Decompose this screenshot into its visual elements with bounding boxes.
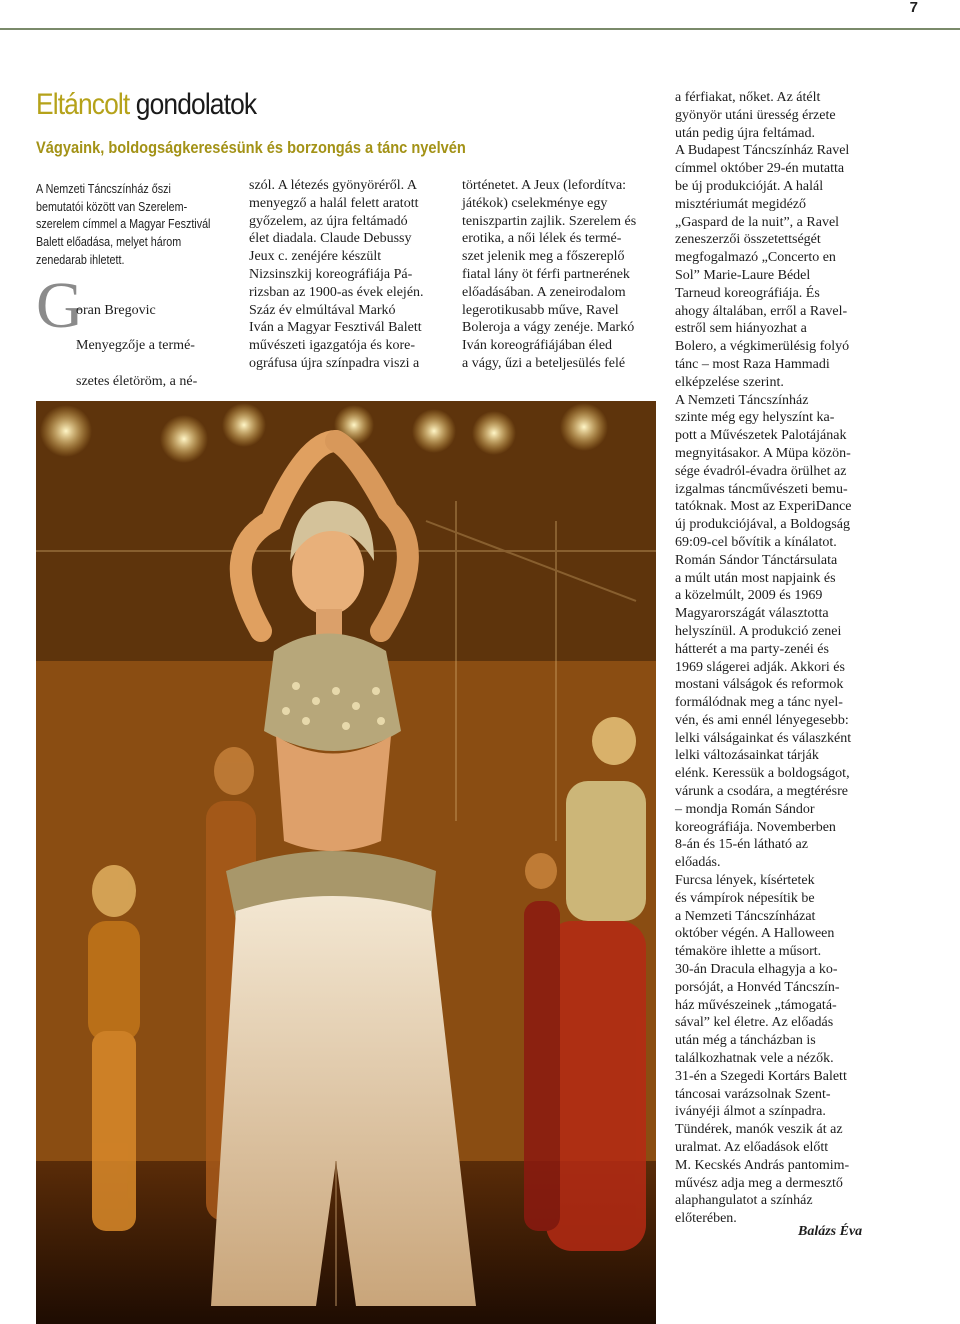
drop-cap: G [36, 269, 84, 342]
header-rule [0, 28, 960, 30]
body-line: szetes életöröm, a né- [76, 373, 198, 389]
body-column-4: a férfiakat, nőket. Az átélt gyönyör utáni üresség érzete után pedig újra feltámad. A Budapest Táncszínház Ravel címmel október 29-én mutatta be új produkcióját. A halál misztériumát megidéző „Gaspard de la nuit”, a Ravel zeneszerzői összetettségét megfogalmazó „Concerto en Sol” Marie-Laure Bédel Tarneud koreográfiája. És ahogy általában, erről a Ravel- estről sem hiányozhat a Bolero, a végkimerülésig folyó tánc – most Raza Hammadi elképzelése szerint. A Nemzeti Táncszínház szinte még egy helyszínt ka- pott a Művészetek Palotájának megnyitásakor. A Müpa közön- sége évadról-évadra örülhet az izgalmas táncművészeti bemu- tatóknak. Most az ExperiDance új produkciójával, a Boldogság 69:09-cel bővítik a kínálatot. Román Sándor Tánctársulata a múlt után most napjaink és a közelmúlt, 2009 és 1969 Magyarországát választotta helyszínül. A produkció zenei hátterét a ma party-zenéi és 1969 slágerei adják. Akkori és mostani válságok és reformok formálódnak meg a tánc nyel- vén, és ami ennél lényegesebb: lelki válságainkat és válaszként lelki változásainkat tárják elénk. Keressük a boldogságot, várunk a csodára, a megtérésre – mondja Román Sándor koreográfiája. Novemberben 8-án és 15-én látható az előadás. Furcsa lények, kísértetek és vámpírok népesítik be a Nemzeti Táncszínházat október végén. A Halloween témaköre ihlette a műsort. 30-án Dracula elhagyja a ko- porsóját, a Honvéd Táncszín- ház művészeinek „támogatá- sával” kel életre. Az előadás után még a táncházban is találkozhatnak vele a nézők. 31-én a Szegedi Kortárs Balett táncosai varázsolnak Szent- iványéji álmot a színpadra. Tündérek, manók veszik át az uralmat. Az előadások előtt M. Kecskés András pantomim- művész adja meg a dermesztő alaphangulatot a színház előterében. [675, 90, 852, 1227]
article-title [36, 88, 256, 122]
body-column-2: szól. A létezés gyönyöréről. A menyegző a halál felett aratott győzelem, az újra feltámadó élet diadala. Claude Debussy Jeux c. zenéjére készült Nizsinszkij koreográfiája Pá- rizsban az 1900-as évek elején. Száz év elmúltával Markó Iván a Magyar Fesztivál Balett művészeti igazgatója és kore- ográfusa újra színpadra viszi a [249, 178, 424, 371]
stage-illustration [36, 401, 656, 1324]
dancer-photo [36, 401, 656, 1324]
title-accent: Eltáncolt [36, 88, 130, 121]
page-number: 7 [909, 0, 918, 16]
lead-paragraph: A Nemzeti Táncszínház őszi bemutatói között van Szerelem-szerelem címmel a Magyar Fesztivál Balett előadása, melyet három zenedarab ihletett. [36, 182, 211, 267]
author-byline: Balázs Éva [798, 1224, 863, 1239]
body-column-3: történetet. A Jeux (lefordítva: játékok) cselekménye egy teniszpartin zajlik. Szerelem és erotika, a női lélek és termé- szet jelenik meg a főszereplő fiatal lány öt férfi partnerének előadásában. A zeneirodalom legerotikusabb műve, Ravel Boleroja a vágy zenéje. Markó Iván koreográfiájában éled a vágy, űzi a beteljesülés felé [462, 178, 637, 371]
body-line: Menyegzője a termé- [76, 338, 195, 354]
article-subtitle: Vágyaink, boldogságkeresésünk és borzongás a tánc nyelvén [36, 138, 466, 157]
title-rest: gondolatok [135, 88, 257, 121]
body-line: oran Bregovic [76, 302, 156, 318]
